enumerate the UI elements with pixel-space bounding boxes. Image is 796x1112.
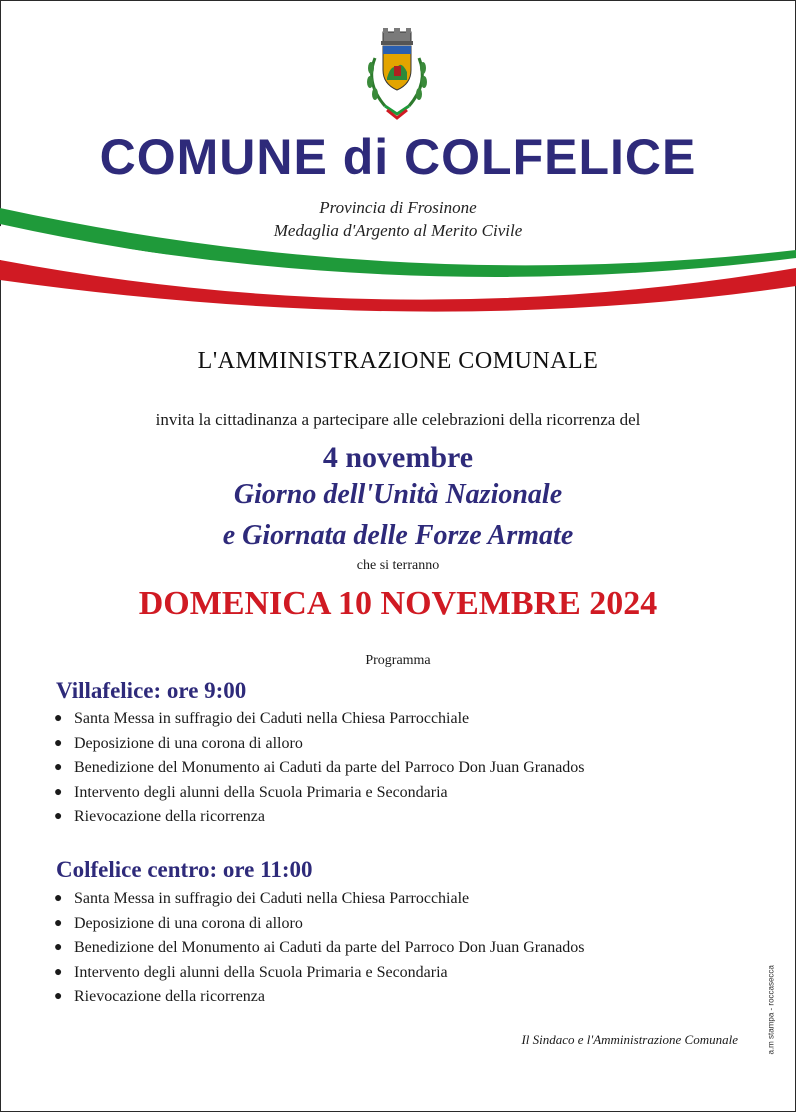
list-item-text: Rievocazione della ricorrenza bbox=[74, 808, 265, 825]
section-title-colfelice: Colfelice centro: ore 11:00 bbox=[56, 857, 313, 882]
list-item-text: Benedizione del Monumento ai Caduti da parte del Parroco Don Juan Granados bbox=[74, 759, 585, 776]
program-list-colfelice bbox=[52, 887, 752, 1010]
province-subtitle: Provincia di Frosinone bbox=[319, 198, 477, 217]
event-date: DOMENICA 10 NOVEMBRE 2024 bbox=[138, 585, 658, 622]
list-item-text: Benedizione del Monumento ai Caduti da parte del Parroco Don Juan Granados bbox=[74, 939, 585, 956]
printer-note bbox=[756, 950, 780, 1060]
bullet-icon: ● bbox=[54, 964, 63, 980]
list-item-text: Intervento degli alunni della Scuola Primaria e Secondaria bbox=[74, 963, 448, 981]
list-item bbox=[52, 732, 752, 757]
municipality-title: COMUNE di COLFELICE bbox=[99, 129, 697, 185]
list-item bbox=[52, 912, 752, 937]
list-item bbox=[52, 985, 752, 1010]
bullet-icon: ● bbox=[54, 891, 63, 906]
bullet-icon: ● bbox=[54, 940, 63, 955]
occasion-line-1: Giorno dell'Unità Nazionale bbox=[233, 479, 563, 510]
coat-of-arms-icon bbox=[357, 28, 437, 122]
bullet-icon: ● bbox=[54, 784, 63, 800]
occasion-line-2: e Giornata delle Forze Armate bbox=[222, 520, 574, 551]
printer-note-text: a.m stampa - roccasecca bbox=[766, 965, 776, 1055]
tricolor-ribbon bbox=[0, 200, 796, 340]
list-item bbox=[52, 936, 752, 961]
bullet-icon: ● bbox=[54, 760, 63, 775]
bullet-icon: ● bbox=[54, 915, 63, 931]
program-label: Programma bbox=[365, 653, 431, 668]
list-item bbox=[52, 805, 752, 830]
list-item-text: Deposizione di una corona di alloro bbox=[74, 914, 303, 932]
signature: Il Sindaco e l'Amministrazione Comunale bbox=[521, 1032, 738, 1047]
list-item bbox=[52, 781, 752, 806]
list-item-text: Deposizione di una corona di alloro bbox=[74, 734, 303, 752]
bullet-icon: ● bbox=[54, 735, 63, 751]
list-item bbox=[52, 887, 752, 912]
will-be-held-text: che si terranno bbox=[356, 558, 440, 573]
list-item-text: Intervento degli alunni della Scuola Primaria e Secondaria bbox=[74, 783, 448, 801]
list-item-text: Santa Messa in suffragio dei Caduti nella Chiesa Parrocchiale bbox=[74, 890, 470, 907]
list-item bbox=[52, 707, 752, 732]
bullet-icon: ● bbox=[54, 989, 63, 1004]
administration-heading: L'AMMINISTRAZIONE COMUNALE bbox=[197, 348, 599, 374]
section-title-villafelice: Villafelice: ore 9:00 bbox=[56, 678, 247, 703]
list-item-text: Rievocazione della ricorrenza bbox=[74, 988, 265, 1005]
bullet-icon: ● bbox=[54, 809, 63, 824]
list-item-text: Santa Messa in suffragio dei Caduti nella Chiesa Parrocchiale bbox=[74, 710, 470, 727]
invitation-text: invita la cittadinanza a partecipare alle celebrazioni della ricorrenza del bbox=[155, 410, 641, 429]
medal-subtitle: Medaglia d'Argento al Merito Civile bbox=[273, 221, 523, 240]
bullet-icon: ● bbox=[54, 711, 63, 726]
date-heading: 4 novembre bbox=[322, 441, 474, 474]
list-item bbox=[52, 756, 752, 781]
program-list-villafelice bbox=[52, 707, 752, 830]
list-item bbox=[52, 961, 752, 986]
